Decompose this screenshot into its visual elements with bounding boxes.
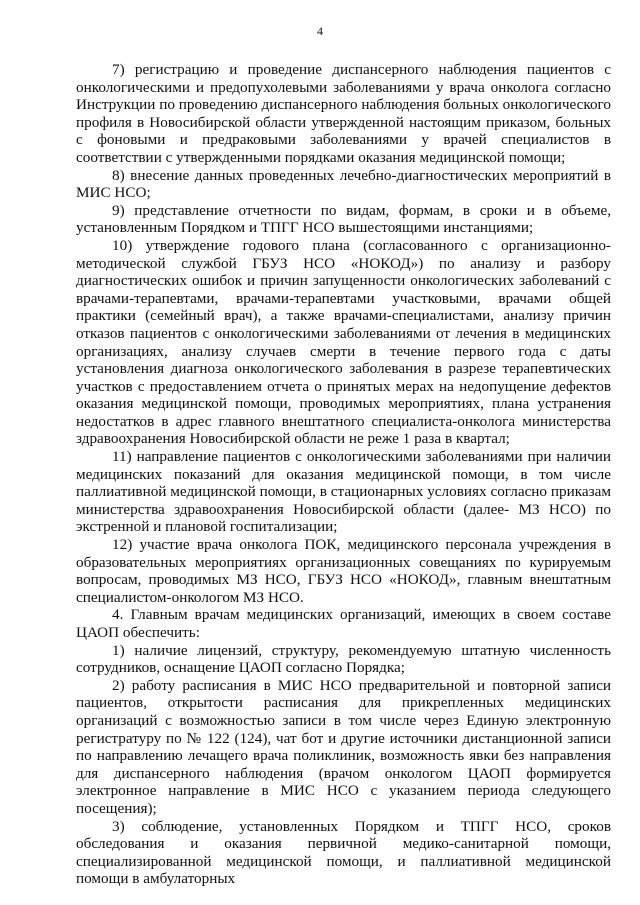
paragraph-item-11: 11) направление пациентов с онкологическими заболеваниями при наличии медицинских показаний для оказания медицинской помощи, в том числе паллиативной медицинской помощи, в стационарных условиях согласно приказам министерства здравоохранения Новосибирской области (далее- МЗ НСО) по экстренной и плановой госпитализации;: [76, 448, 611, 536]
paragraph-item-10: 10) утверждение годового плана (согласованного с организационно-методической службой ГБУЗ НСО «НОКОД») по анализу и разбору диагностических ошибок и причин запущенности онкологических заболеваний с врачами-терапевтами, врачами-терапевтами участковыми, врачами общей практики (семейный врач), а также врачами-специалистами, анализу причин отказов пациентов с онкологическими заболеваниями от лечения в медицинских организациях, анализу случаев смерти в течение первого года с даты установления диагноза онкологического заболевания в разрезе терапевтических участков с предоставлением отчета о принятых мерах на недопущение дефектов оказания медицинской помощи, проводимых мероприятиях, плана устранения недостатков в адрес главного внештатного специалиста-онколога министерства здравоохранения Новосибирской области не реже 1 раза в квартал;: [76, 236, 611, 448]
paragraph-item-12: 12) участие врача онколога ПОК, медицинского персонала учреждения в образовательных мероприятиях организационных совещаниях по курируемым вопросам, проводимых МЗ НСО, ГБУЗ НСО «НОКОД», главным внештатным специалистом-онкологом МЗ НСО.: [76, 536, 611, 606]
paragraph-item-7: 7) регистрацию и проведение диспансерного наблюдения пациентов с онкологическими и предопухолевыми заболеваниями у врача онколога согласно Инструкции по проведению диспансерного наблюдения больных онкологического профиля в Новосибирской области утвержденной настоящим приказом, больных с фоновыми и предраковыми заболеваниями у врачей специалистов в соответствии с утвержденными порядками оказания медицинской помощи;: [76, 61, 611, 166]
page-number: 4: [317, 24, 323, 38]
paragraph-4-2: 2) работу расписания в МИС НСО предварительной и повторной записи пациентов, открытости расписания для прикрепленных медицинских организаций с возможностью записи в том числе через Единую электронную регистратуру по № 122 (124), чат бот и другие источники дистанционной записи по направлению лечащего врача поликлиник, возможность явки без направления для диспансерного наблюдения (врачом онкологом ЦАОП формируется электронное направление в МИС НСО с указанием периода следующего посещения);: [76, 676, 611, 817]
paragraph-item-8: 8) внесение данных проведенных лечебно-диагностических мероприятий в МИС НСО;: [76, 166, 611, 202]
section-4-heading: 4. Главным врачам медицинских организаций, имеющих в своем составе ЦАОП обеспечить:: [76, 606, 611, 641]
paragraph-4-3: 3) соблюдение, установленных Порядком и ТПГГ НСО, сроков обследования и оказания первичной медико-санитарной помощи, специализированной медицинской помощи, и паллиативной медицинской помощи в амбулаторных: [76, 817, 611, 888]
paragraph-item-9: 9) представление отчетности по видам, формам, в сроки и в объеме, установленным Порядком и ТПГГ НСО вышестоящими инстанциями;: [76, 201, 611, 237]
paragraph-4-1: 1) наличие лицензий, структуру, рекомендуемую штатную численность сотрудников, оснащение ЦАОП согласно Порядка;: [76, 641, 611, 677]
document-body: [76, 61, 611, 888]
